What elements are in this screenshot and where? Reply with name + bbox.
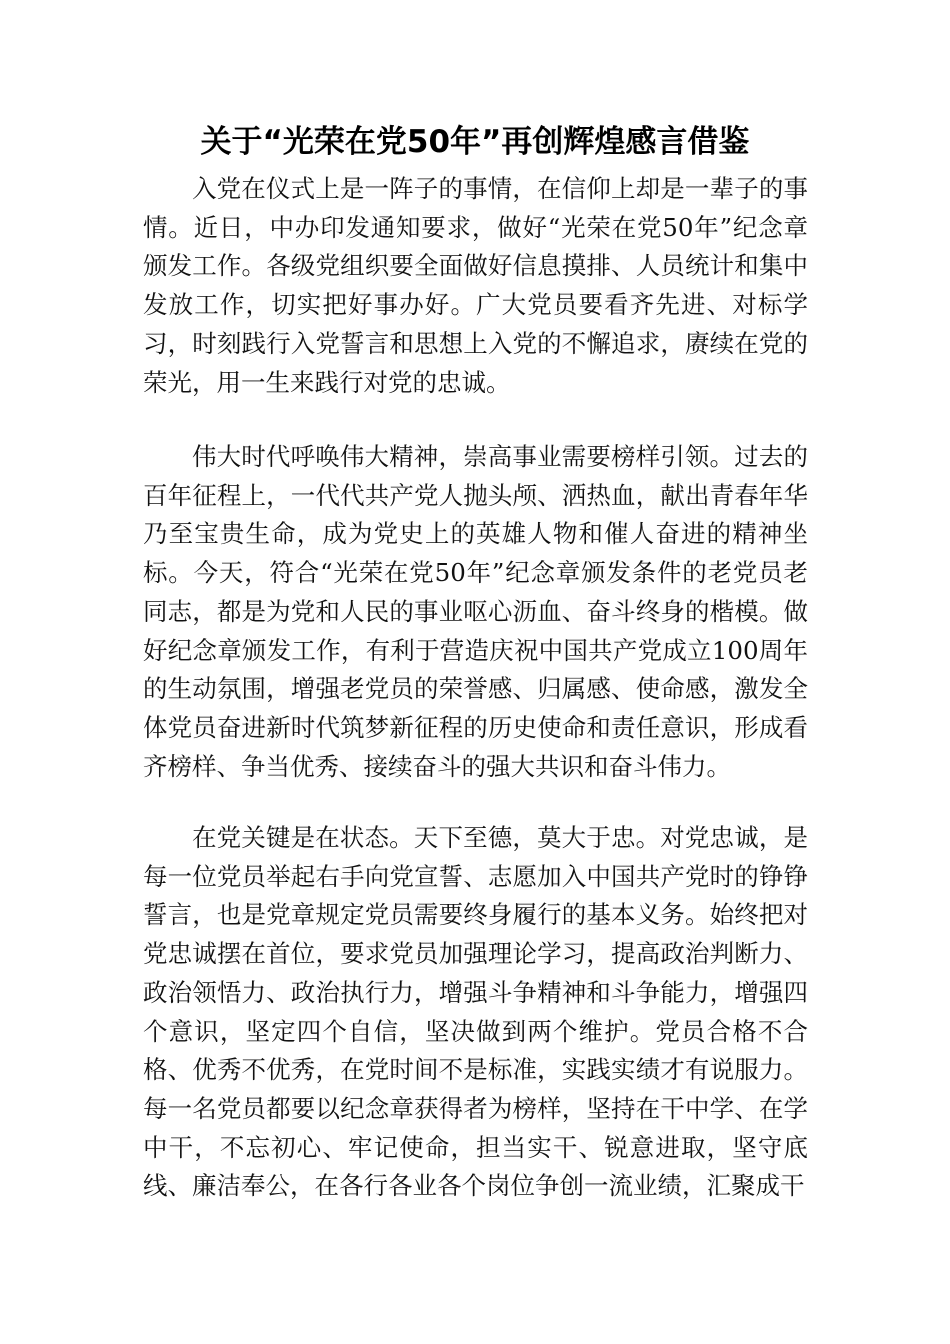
document-title: 关于“光荣在党50年”再创辉煌感言借鉴	[200, 124, 750, 160]
paragraph-1: 入党在仪式上是一阵子的事情，在信仰上却是一辈子的事情。近日，中办印发通知要求，做好“光荣在党50年”纪念章颁发工作。各级党组织要全面做好信息摸排、人员统计和集中发放工作，切实把好事办好。广大党员要看齐先进、对标学习，时刻践行入党誓言和思想上入党的不懈追求，赓续在党的荣光，用一生来践行对党的忠诚。	[143, 174, 808, 397]
paragraph-2: 伟大时代呼唤伟大精神，崇高事业需要榜样引领。过去的百年征程上，一代代共产党人抛头颅、洒热血，献出青春年华乃至宝贵生命，成为党史上的英雄人物和催人奋进的精神坐标。今天，符合“光荣在党50年”纪念章颁发条件的老党员老同志，都是为党和人民的事业呕心沥血、奋斗终身的楷模。做好纪念章颁发工作，有利于营造庆祝中国共产党成立100周年的生动氛围，增强老党员的荣誉感、归属感、使命感，激发全体党员奋进新时代筑梦新征程的历史使命和责任意识，形成看齐榜样、争当优秀、接续奋斗的强大共识和奋斗伟力。	[143, 442, 808, 781]
paragraph-3: 在党关键是在状态。天下至德，莫大于忠。对党忠诚，是每一位党员举起右手向党宣誓、志愿加入中国共产党时的铮铮誓言，也是党章规定党员需要终身履行的基本义务。始终把对党忠诚摆在首位，要求党员加强理论学习，提高政治判断力、政治领悟力、政治执行力，增强斗争精神和斗争能力，增强四个意识，坚定四个自信，坚决做到两个维护。党员合格不合格、优秀不优秀，在党时间不是标准，实践实绩才有说服力。每一名党员都要以纪念章获得者为榜样，坚持在干中学、在学中干，不忘初心、牢记使命，担当实干、锐意进取，坚守底线、廉洁奉公，在各行各业各个岗位争创一流业绩，汇聚成干	[143, 823, 808, 1201]
